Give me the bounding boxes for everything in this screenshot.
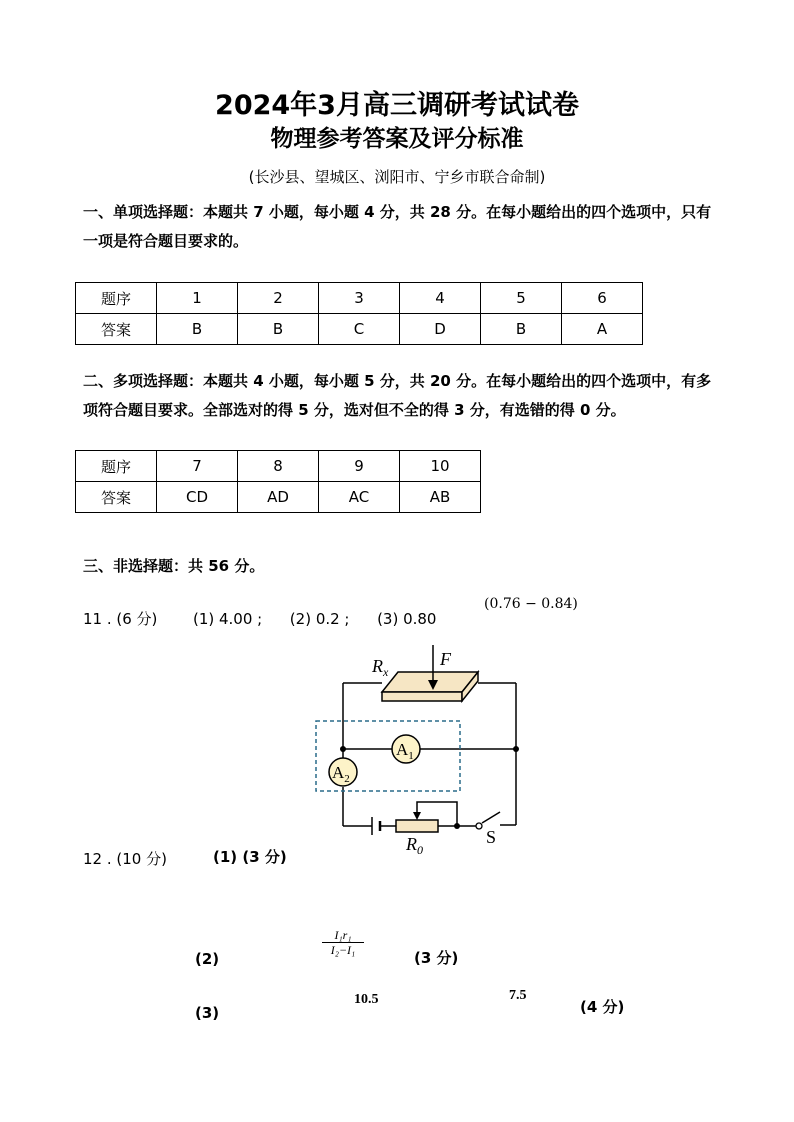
row-label-answer: 答案 bbox=[76, 314, 157, 345]
a2-label: $A_2$ bbox=[332, 763, 350, 785]
sensor-rx-front bbox=[382, 692, 462, 701]
question-number: 10 bbox=[400, 451, 481, 482]
q11-range: (0.76 − 0.84) bbox=[484, 596, 578, 612]
q12-part1: (1) (3 分) bbox=[213, 848, 287, 866]
answer-cell: AD bbox=[238, 482, 319, 513]
row-label-question: 题序 bbox=[76, 451, 157, 482]
q11-label: 11 . (6 分) bbox=[83, 610, 158, 628]
q12-part3-score: (4 分) bbox=[580, 998, 625, 1016]
section2-intro: 二、多项选择题：本题共 4 小题，每小题 5 分，共 20 分。在每小题给出的四个选项中，有多项符合题目要求。全部选对的得 5 分，选对但不全的得 3 分，有选错的得 0 分。 bbox=[83, 372, 712, 419]
q12-value2: 7.5 bbox=[509, 988, 527, 1003]
question-number: 1 bbox=[157, 283, 238, 314]
answer-cell: C bbox=[319, 314, 400, 345]
slider-arrow-icon bbox=[413, 812, 421, 820]
question-number: 8 bbox=[238, 451, 319, 482]
formula-numerator: I₁r₁ bbox=[322, 928, 364, 943]
question-number: 4 bbox=[400, 283, 481, 314]
junction-dot bbox=[454, 823, 460, 829]
section3-heading: 三、非选择题：共 56 分。 bbox=[83, 557, 265, 575]
formula-denominator: I₂−I₁ bbox=[330, 943, 356, 957]
authors-note: (长沙县、望城区、浏阳市、宁乡市联合命制) bbox=[248, 168, 546, 186]
question-number: 9 bbox=[319, 451, 400, 482]
force-label: F bbox=[440, 649, 451, 669]
q12-formula bbox=[322, 928, 364, 957]
q11-part3: (3) 0.80 bbox=[377, 610, 437, 628]
row-label-answer: 答案 bbox=[76, 482, 157, 513]
question-number: 2 bbox=[238, 283, 319, 314]
answer-cell: CD bbox=[157, 482, 238, 513]
junction-dot bbox=[340, 746, 346, 752]
answer-cell: D bbox=[400, 314, 481, 345]
question-number: 3 bbox=[319, 283, 400, 314]
answer-cell: B bbox=[481, 314, 562, 345]
page-subtitle: 物理参考答案及评分标准 bbox=[270, 126, 524, 152]
q12-part2-label: (2) bbox=[195, 950, 220, 968]
question-number: 6 bbox=[562, 283, 643, 314]
answer-cell: B bbox=[157, 314, 238, 345]
q12-value1: 10.5 bbox=[354, 992, 379, 1007]
answer-cell: B bbox=[238, 314, 319, 345]
q12-label: 12 . (10 分) bbox=[83, 850, 167, 868]
rx-label: $R_x$ bbox=[372, 656, 389, 679]
q11-part2: (2) 0.2 ; bbox=[289, 610, 350, 628]
row-label-question: 题序 bbox=[76, 283, 157, 314]
section1-intro: 一、单项选择题：本题共 7 小题，每小题 4 分，共 28 分。在每小题给出的四个选项中，只有一项是符合题目要求的。 bbox=[83, 203, 712, 250]
answer-cell: AC bbox=[319, 482, 400, 513]
question-number: 7 bbox=[157, 451, 238, 482]
q12-part2-score: (3 分) bbox=[414, 949, 459, 967]
question-number: 5 bbox=[481, 283, 562, 314]
r0-label: $R_0$ bbox=[406, 834, 423, 857]
switch-lever bbox=[482, 812, 500, 823]
switch-label: S bbox=[486, 827, 497, 847]
rheostat-r0 bbox=[396, 820, 438, 832]
q12-part3-label: (3) bbox=[195, 1004, 220, 1022]
a1-label: $A_1$ bbox=[396, 740, 414, 762]
answer-cell: AB bbox=[400, 482, 481, 513]
switch-terminal bbox=[476, 823, 482, 829]
junction-dot bbox=[513, 746, 519, 752]
q11-part1: (1) 4.00 ; bbox=[192, 610, 263, 628]
page-title: 2024年3月高三调研考试试卷 bbox=[215, 90, 579, 121]
answer-cell: A bbox=[562, 314, 643, 345]
